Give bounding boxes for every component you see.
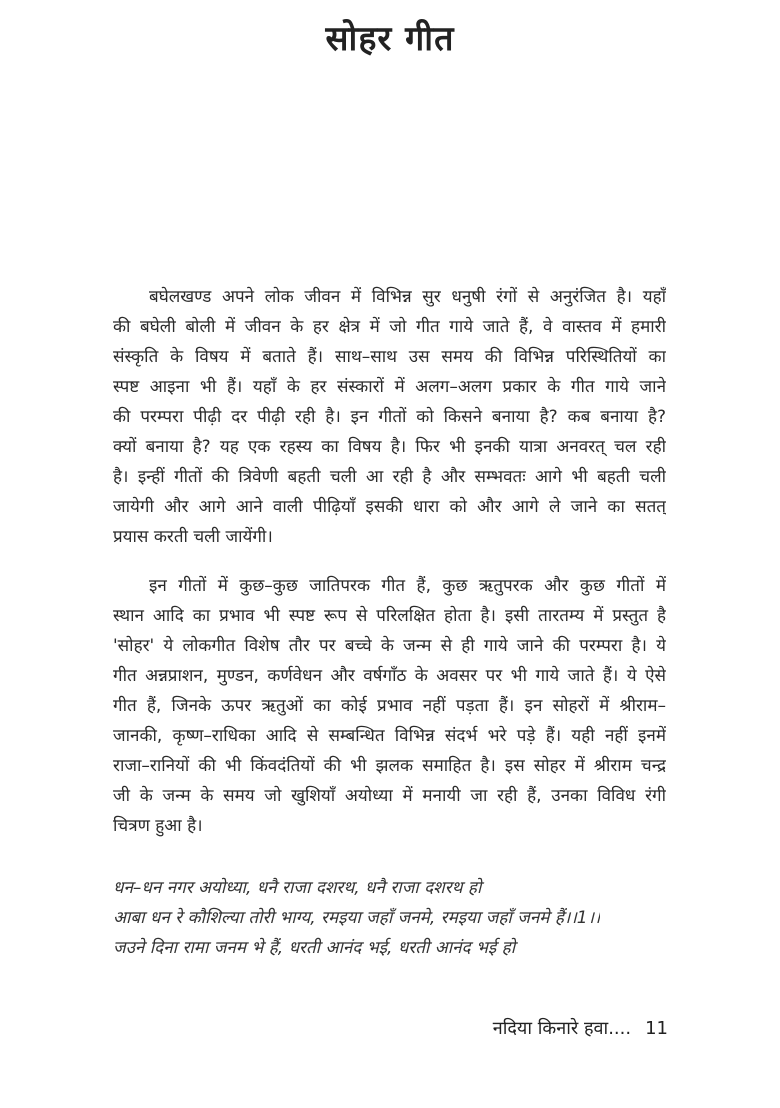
page-number: 11 — [645, 1018, 668, 1039]
text-line: है। इन्हीं गीतों की त्रिवेणी बहती चली आ रही है और सम्भवतः आगे भी बहती चली — [113, 467, 666, 487]
text-line: इन गीतों में कुछ–कुछ जातिपरक गीत हैं, कुछ ऋतुपरक और कुछ गीतों में — [149, 576, 666, 596]
text-line: की परम्परा पीढ़ी दर पीढ़ी रही है। इन गीतों को किसने बनाया है? कब बनाया है? — [113, 407, 666, 427]
book-title: नदिया किनारे हवा.... — [492, 1018, 632, 1039]
text-line: प्रयास करती चली जायेंगी। — [113, 527, 273, 547]
text-line: जानकी, कृष्ण–राधिका आदि से सम्बन्धित विभिन्न संदर्भ भरे पड़े हैं। यही नहीं इनमें — [113, 726, 666, 746]
verse-line: जउने दिना रामा जनम भे हैं, धरती आनंद भई, धरती आनंद भई हो — [113, 938, 516, 958]
paragraph-2 — [113, 571, 666, 841]
text-line: क्यों बनाया है? यह एक रहस्य का विषय है। फिर भी इनकी यात्रा अनवरत् चल रही — [113, 437, 666, 457]
text-line: जायेगी और आगे आने वाली पीढ़ियाँ इसकी धारा को और आगे ले जाने का सतत् — [113, 497, 666, 517]
text-line: स्थान आदि का प्रभाव भी स्पष्ट रूप से परिलक्षित होता है। इसी तारतम्य में प्रस्तुत है — [113, 606, 666, 626]
text-line: राजा–रानियों की भी किंवदंतियों की भी झलक समाहित है। इस सोहर में श्रीराम चन्द्र — [113, 756, 666, 776]
text-line: जी के जन्म के समय जो खुशियाँ अयोध्या में मनायी जा रही हैं, उनका विविध रंगी — [113, 786, 666, 806]
text-line: बघेलखण्ड अपने लोक जीवन में विभिन्न सुर धनुषी रंगों से अनुरंजित है। यहाँ — [149, 287, 666, 307]
page-footer — [479, 1016, 668, 1040]
paragraph-1 — [113, 282, 666, 552]
text-line: संस्कृति के विषय में बताते हैं। साथ–साथ उस समय की विभिन्न परिस्थितियों का — [113, 347, 666, 367]
poem-verse — [113, 873, 600, 963]
verse-line: आबा धन रे कौशिल्या तोरी भाग्य, रमइया जहाँ जनमे, रमइया जहाँ जनमे हैं।।1।। — [113, 908, 601, 928]
text-line: गीत अन्नप्राशन, मुण्डन, कर्णवेधन और वर्षगाँठ के अवसर पर भी गाये जाते हैं। ये ऐसे — [113, 666, 666, 686]
page-title: सोहर गीत — [325, 19, 455, 59]
verse-line: धन–धन नगर अयोध्या, धनै राजा दशरथ, धनै राजा दशरथ हो — [113, 878, 482, 898]
text-line: 'सोहर' ये लोकगीत विशेष तौर पर बच्चे के जन्म से ही गाये जाने की परम्परा है। ये — [113, 636, 666, 656]
text-line: गीत हैं, जिनके ऊपर ऋतुओं का कोई प्रभाव नहीं पड़ता हैं। इन सोहरों में श्रीराम– — [113, 696, 666, 716]
text-line: स्पष्ट आइना भी हैं। यहाँ के हर संस्कारों में अलग–अलग प्रकार के गीत गाये जाने — [113, 377, 666, 397]
text-line: चित्रण हुआ है। — [113, 816, 203, 836]
text-line: की बघेली बोली में जीवन के हर क्षेत्र में जो गीत गाये जाते हैं, वे वास्तव में हमारी — [113, 317, 666, 337]
